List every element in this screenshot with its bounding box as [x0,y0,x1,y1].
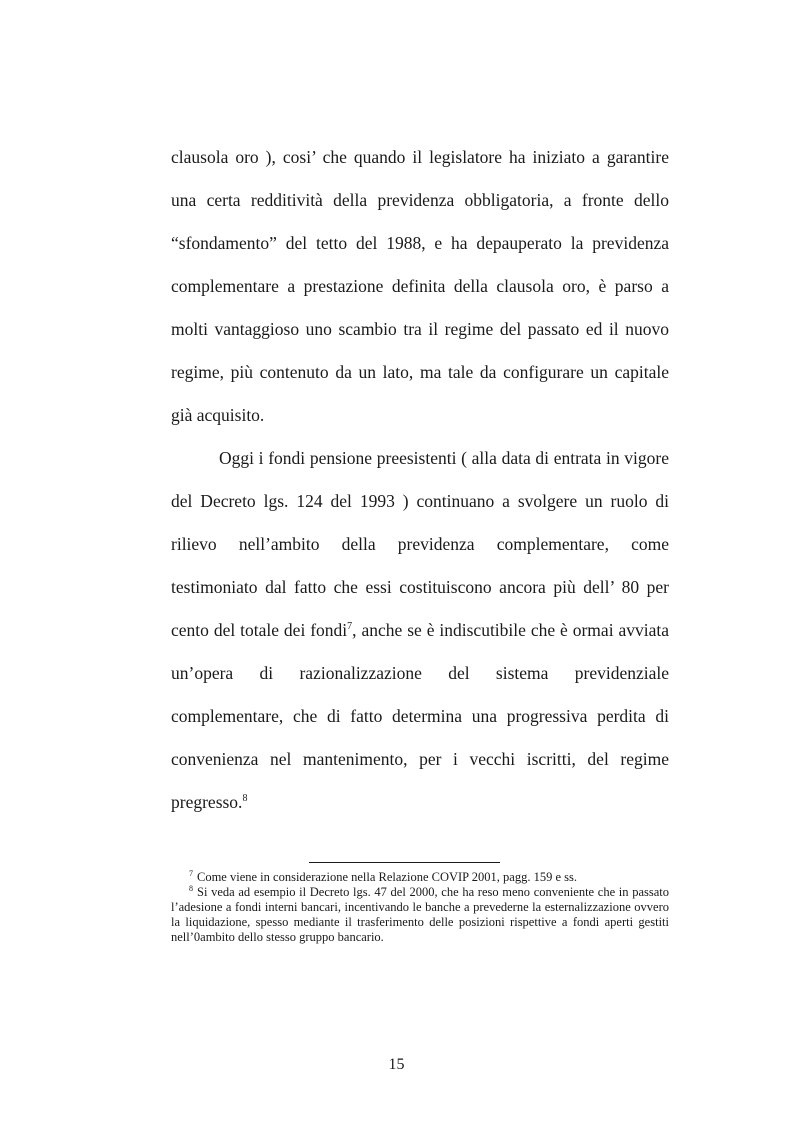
footnote-mark-7: 7 [189,869,193,878]
footnote-text-7: Come viene in considerazione nella Relazione COVIP 2001, pagg. 159 e ss. [197,870,577,884]
footnote-mark-8: 8 [189,884,193,893]
main-text [171,136,669,824]
footnote-ref-7[interactable]: 7 [347,621,353,632]
paragraph-1: clausola oro ), cosi’ che quando il legislatore ha iniziato a garantire una certa redditività della previdenza obbligatoria, a fronte dello “sfondamento” del tetto del 1988, e ha depauperato la previdenza complementare a prestazione definita della clausola oro, è parso a molti vantaggioso uno scambio tra il regime del passato ed il nuovo regime, più contenuto da un lato, ma tale da configurare un capitale già acquisito. [171,147,669,425]
footnote-8 [171,885,669,945]
footnotes [171,870,669,945]
page-number: 15 [388,1056,405,1073]
paragraph-2-part-a: Oggi i fondi pensione preesistenti ( alla data di entrata in vigore del Decreto lgs. 124 del 1993 ) continuano a svolgere un ruolo di rilievo nell’ambito della previdenza complementare, come testimoniato dal fatto che essi costituiscono ancora più dell’ 80 per cento del totale dei fondi [171,448,669,640]
paragraph-2 [171,437,669,824]
footnote-text-8: Si veda ad esempio il Decreto lgs. 47 del 2000, che ha reso meno conveniente che in passato l’adesione a fondi interni bancari, incentivando le banche a prevederne la esternalizzazione ovvero la liquidazione, spesso mediante il trasferimento delle posizioni rispettive a fondi aperti gestiti nell’0ambito dello stesso gruppo bancario. [171,885,669,944]
paragraph-2-part-b: , anche se è indiscutibile che è ormai avviata un’opera di razionalizzazione del sistema previdenziale complementare, che di fatto determina una progressiva perdita di convenienza nel mantenimento, per i vecchi iscritti, del regime pregresso. [171,620,670,812]
footnote-7 [171,870,669,885]
footnote-ref-8[interactable]: 8 [242,793,248,804]
footnote-separator [309,862,500,863]
